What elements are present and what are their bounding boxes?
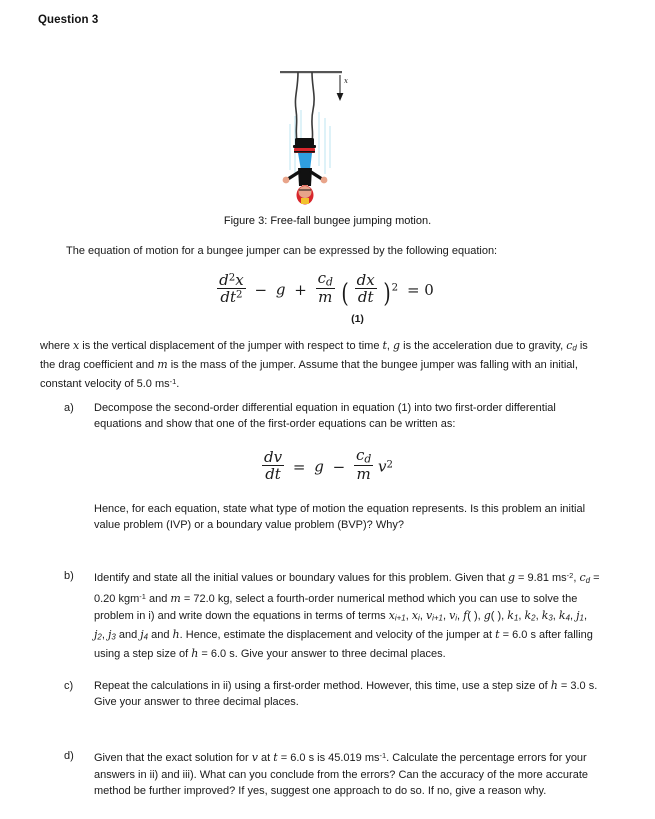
b-t21: . Hence, estimate the displacement and velocity of the jumper at [179, 628, 496, 641]
b-tvar: t [495, 627, 500, 641]
d-exponent: -1 [379, 751, 387, 760]
bungee-cord-right [311, 72, 313, 142]
b-k3: k [541, 608, 549, 622]
b-t10: , [457, 609, 464, 622]
d-t1: Given that the exact solution for [94, 752, 252, 765]
item-b-text [94, 568, 600, 663]
platform-bar [280, 71, 342, 73]
where-cd-sub: d [572, 343, 577, 353]
b-k3-sub: 3 [548, 613, 553, 623]
eq1-inner-num: dx [356, 270, 375, 289]
b-t18: , [101, 628, 108, 641]
harness-strap [294, 151, 315, 153]
b-t22: = 6.0 s after falling using a step size of [94, 628, 593, 661]
b-t13: , [518, 609, 525, 622]
b-k2-sub: 2 [531, 613, 536, 623]
eq1-lhs-fraction: $\frac{d^2x}{dt^2}$ [219, 270, 244, 307]
d-v: v [251, 751, 258, 765]
arm-left [288, 172, 299, 179]
b-t5: and [145, 593, 171, 606]
b-j3: j [107, 627, 112, 641]
b-t7: , [405, 609, 412, 622]
item-d-text [94, 748, 600, 799]
b-t15: , [552, 609, 559, 622]
eq1-inner-den: dt [355, 288, 377, 306]
face [298, 186, 311, 198]
item-c-marker: c) [64, 680, 74, 692]
item-a-marker: a) [64, 402, 74, 414]
b-t4: = 0.20 kgm [94, 572, 600, 606]
b-t12: ( ), [490, 609, 508, 622]
where-paragraph [40, 338, 600, 392]
d-t: t [273, 751, 278, 765]
b-t2: = 9.81 ms [515, 572, 567, 585]
b-k4-sub: 4 [565, 613, 570, 623]
axis-arrowhead [336, 93, 343, 101]
b-g: g [507, 571, 515, 585]
eq1-inner-fraction [355, 272, 377, 307]
eq1-paren-close: ) [382, 279, 391, 310]
b-j3-sub: 3 [111, 632, 116, 642]
b-v-i-sub: i [455, 613, 458, 623]
where-velocity-exponent: -1 [169, 376, 177, 386]
b-x-i: x [411, 608, 419, 622]
b-x-i-sub: i [418, 613, 420, 623]
b-t11: ( ), [467, 609, 484, 622]
b-x-i1-sub: i+1 [394, 613, 406, 623]
d-t4: . Calculate the percentage errors for your answers in ii) and iii). What can you conclude from the errors? Can the accuracy of the more accurate method be further improved? If yes, suggest one approach to do so. If no, give a reason why. [94, 752, 589, 797]
eq2-power: 2 [386, 459, 394, 471]
b-t3: , [573, 572, 580, 585]
b-x-i1: x [388, 608, 395, 622]
eq1-cd-over-m [316, 270, 335, 306]
b-cd: c [579, 571, 586, 585]
eq2-minus: − [332, 457, 346, 476]
where-m: m [157, 358, 168, 372]
b-gfn: g [483, 608, 491, 622]
b-t23: = 6.0 s. Give your answer to three decimal places. [198, 648, 446, 661]
eq2-cd-over-m [354, 447, 373, 483]
eq1-equals: = 0 [406, 280, 434, 299]
arm-right [311, 172, 322, 179]
figure-illustration [0, 62, 655, 212]
b-v-i1: v [425, 608, 433, 622]
b-cd-exponent: -1 [139, 592, 146, 602]
where-x: x [73, 339, 80, 352]
b-k1: k [507, 608, 514, 622]
hence-paragraph: Hence, for each equation, state what type of motion the equation represents. Is this problem an initial value problem (IVP) or a boundary value problem (BVP)? Why? [94, 503, 586, 532]
b-k2: k [524, 608, 532, 622]
where-t4: is the acceleration due to gravity, [400, 340, 567, 352]
eq1-cd-num: c [317, 269, 327, 287]
item-b [64, 568, 600, 663]
helmet-stripe [301, 198, 309, 204]
b-v-i: v [449, 608, 456, 622]
eq1-power: 2 [391, 282, 399, 294]
where-cd: c [566, 339, 573, 352]
where-t: t [382, 339, 387, 352]
b-h: h [172, 627, 180, 641]
hand-right [320, 177, 327, 184]
c-h: h [550, 679, 558, 692]
b-j1: j [576, 608, 580, 622]
equation-1-number: (1) [351, 313, 364, 325]
b-j4: j [140, 627, 144, 641]
where-t7: . [176, 377, 180, 390]
item-d [64, 748, 600, 799]
d-t2: at [257, 752, 274, 765]
where-t3: , [386, 340, 394, 352]
b-hvar: h [191, 647, 199, 661]
eq1-paren-open: ( [341, 279, 349, 310]
b-t14: , [535, 609, 542, 622]
c-t2: = 3.0 s. Give your answer to three decimal places. [94, 680, 598, 709]
item-d-marker: d) [64, 750, 74, 762]
b-cd-sub: d [585, 575, 591, 585]
equation-2 [0, 447, 655, 483]
b-g-exponent: -2 [566, 571, 574, 580]
eq1-g: g [275, 280, 286, 299]
bungee-jumper-diagram [268, 62, 388, 212]
eq2-cd-den: m [356, 465, 371, 484]
where-t5: is the drag coefficient and [40, 340, 588, 372]
item-c [64, 678, 600, 711]
b-t19: and [115, 628, 141, 641]
shoe-soles [293, 145, 316, 148]
b-v-i1-sub: i+1 [432, 613, 443, 623]
b-t6: = 72.0 kg, select a fourth-order numerical method which you can use to solve the problem in i) and write down the equations in terms of terms [94, 593, 578, 622]
eq2-v: v [378, 457, 387, 476]
item-c-text [94, 678, 600, 711]
where-t6: is the mass of the jumper. Assume that the bungee jumper was falling with an initial, constant velocity of 5.0 ms [40, 359, 578, 390]
figure-caption: Figure 3: Free-fall bungee jumping motion. [223, 215, 432, 227]
eq2-equals: = [292, 457, 306, 476]
bungee-cord-left [295, 72, 298, 142]
where-g: g [393, 339, 401, 352]
b-t17: , [583, 609, 587, 622]
d-t3: = 6.0 s is 45.019 ms [277, 752, 380, 765]
b-t1: Identify and state all the initial values or boundary values for this problem. Given that [94, 572, 508, 585]
b-j4-sub: 4 [143, 632, 149, 642]
eq2-lhs-fraction [262, 449, 284, 484]
axis-label-x: x [343, 77, 348, 85]
eq2-lhs-den: dt [262, 465, 284, 483]
eq1-cd-sub: d [326, 275, 333, 289]
eq1-minus: − [254, 280, 268, 299]
item-a-text: Decompose the second-order differential equation in equation (1) into two first-order differential equations and show that one of the first-order equations can be written as: [94, 402, 556, 431]
intro-paragraph: The equation of motion for a bungee jumper can be expressed by the following equation: [66, 245, 498, 257]
shirt [298, 153, 312, 170]
item-a [64, 400, 600, 433]
shoes [295, 138, 314, 146]
page-title: Question 3 [38, 14, 99, 26]
eq1-plus: + [294, 280, 307, 299]
item-b-marker: b) [64, 570, 74, 582]
eq2-cd-sub: d [364, 452, 372, 466]
equation-1 [0, 270, 655, 309]
eq2-cd-num: c [355, 446, 365, 464]
b-j2: j [94, 627, 98, 641]
eq1-cd-den: m [318, 288, 333, 307]
b-t8: , [419, 609, 426, 622]
b-f: f [463, 608, 468, 622]
b-m: m [170, 592, 181, 606]
eq2-g: g [314, 457, 324, 476]
torso [298, 168, 312, 186]
b-t16: , [569, 609, 577, 622]
b-j1-sub: 1 [579, 613, 584, 623]
where-t2: is the vertical displacement of the jumper with respect to time [79, 340, 383, 352]
hand-left [282, 177, 289, 184]
b-k4: k [558, 608, 566, 622]
where-t1: where [40, 340, 74, 352]
c-t1: Repeat the calculations in ii) using a first-order method. However, this time, use a step size of [94, 680, 551, 692]
eq2-lhs-num: dv [263, 447, 283, 466]
b-k1-sub: 1 [513, 613, 519, 623]
b-j2-sub: 2 [97, 632, 102, 642]
b-t9: , [442, 609, 450, 622]
b-t20: and [148, 628, 173, 641]
